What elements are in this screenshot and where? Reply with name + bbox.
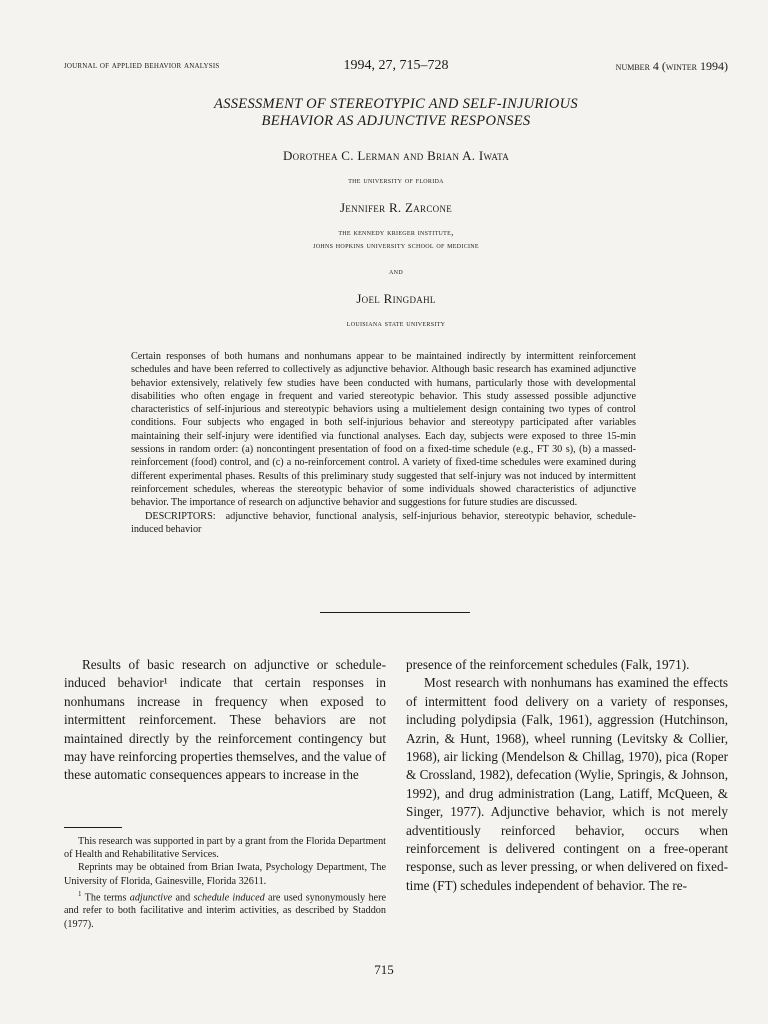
term-adjunctive: adjunctive [129, 892, 173, 904]
page-number: 715 [374, 962, 394, 977]
affiliation-2b: johns hopkins university school of medicine [313, 240, 479, 250]
authors-line-3: Joel Ringdahl [356, 291, 436, 306]
descriptors-list: adjunctive behavior, functional analysis, self-injurious behavior, stereotypic behavior, schedule-induced behavior [131, 510, 636, 535]
footnote-funding: This research was supported in part by a grant from the Florida Department of Health and Rehabilitative Services. [64, 836, 386, 861]
footnote-marker: 1 [78, 889, 82, 898]
footnotes [64, 835, 386, 931]
footnote-1: $^1$ The terms adjunctive and schedule induced are used synonymously here and refer to both facilitative and interim activities, as described by Staddon (1977). [64, 889, 386, 930]
body-paragraph-2: Most research with nonhumans has examined the effects of intermittent food delivery on a variety of responses, including polydipsia (Falk, 1961), aggression (Hutchinson, Azrin, & Hunt, 1968), wheel running (Levitsky & Collier, 1968), air licking (Mendelson & Chillag, 1970), pica (Roper & Crossland, 1982), defecation (Wylie, Springis, & Johnson, 1992), and drug administration (Lang, Latiff, McQueen, & Singer, 1977). Adjunctive behavior, which is not merely adventitiously reinforced behavior, occurs when reinforcement is delivered contingent on a free-operant response, such as lever pressing, or when delivered on fixed-time (FT) schedules independent of behavior. The re- [406, 675, 728, 893]
author-block [64, 148, 728, 330]
title-line-2: BEHAVIOR AS ADJUNCTIVE RESPONSES [261, 113, 531, 129]
descriptors-label: DESCRIPTORS: [145, 510, 216, 522]
article-title [64, 96, 728, 130]
affiliation-3: louisiana state university [346, 318, 446, 328]
journal-name: journal of applied behavior analysis [64, 61, 220, 71]
section-divider [320, 612, 470, 613]
descriptors [131, 510, 636, 537]
body-column-left [64, 656, 386, 785]
authors-line-1: Dorothea C. Lerman and Brian A. Iwata [282, 148, 510, 163]
affiliation-1: the university of florida [348, 175, 444, 185]
footnote-rule [64, 827, 122, 828]
body-paragraph-1: Results of basic research on adjunctive or schedule-induced behavior¹ indicate that certain responses in nonhumans increase in frequency when exposed to intermittent reinforcement. These behaviors are not maintained directly by the reinforcement contingency but may have reinforcing properties themselves, and the value of these automatic consequences appears to increase in the [64, 657, 386, 783]
authors-line-2: Jennifer R. Zarcone [339, 200, 453, 215]
abstract [131, 350, 636, 536]
term-schedule-induced: schedule induced [193, 892, 265, 904]
running-head [64, 58, 728, 78]
abstract-text: Certain responses of both humans and nonhumans appear to be maintained indirectly by intermittent reinforcement schedules and have been referred to collectively as adjunctive behavior. Although basic research has examined adjunctive behavior extensively, relatively few studies have been conducted with humans, particularly those with developmental disabilities who often engage in frequent and varied stereotypic behavior. This study assessed possible adjunctive characteristics of self-injurious and stereotypic behaviors using a multielement design containing two types of control conditions. Four subjects who engaged in both self-injurious behavior and stereotypy participated after variables maintaining their self-injury were identified via functional analyses. Each day, subjects were exposed to three 15-min sessions in random order: (a) noncontingent presentation of food on a fixed-time schedule (e.g., FT 30 s), (b) a massed-reinforcement (food) control, and (c) a no-reinforcement control. A variety of fixed-time schedules were examined during different experimental phases. Results of this preliminary study suggested that self-injury was not induced by intermittent reinforcement schedules, whereas the stereotypic behavior of some individuals showed characteristics of adjunctive behavior. The importance of research on adjunctive behavior and suggestions for future studies are discussed. [131, 351, 636, 509]
body-column-right [406, 656, 728, 895]
title-line-1: ASSESSMENT OF STEREOTYPIC AND SELF-INJURIOUS [214, 96, 578, 112]
citation: 1994, 27, 715–728 [343, 58, 449, 73]
affiliation-2a: the kennedy krieger institute, [338, 227, 454, 237]
and-separator: and [389, 266, 403, 276]
footnote-reprints: Reprints may be obtained from Brian Iwata, Psychology Department, The University of Florida, Gainesville, Florida 32611. [64, 862, 386, 887]
issue-number: number 4 (winter 1994) [615, 59, 728, 73]
body-paragraph-continued: presence of the reinforcement schedules (Falk, 1971). [406, 657, 690, 672]
